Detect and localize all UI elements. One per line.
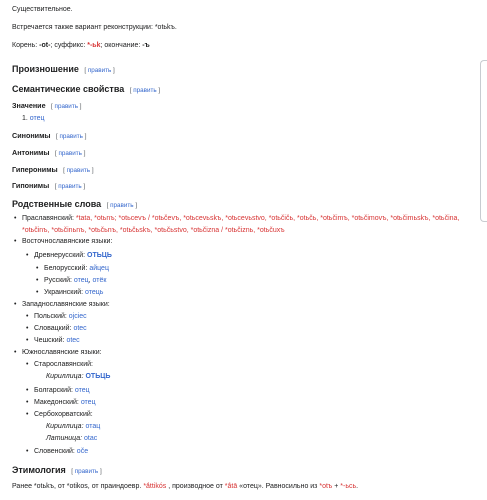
list-item-bulgarian: • Болгарский: отец <box>34 386 90 396</box>
slovene-word-link[interactable]: oče <box>76 448 89 455</box>
proto-slavic-words-2: *otьčinъ, *otьčinьnъ, *otьčьnъ, *otьčьskъ, *otьčьstvo, *otьčizna / *otьčiznь, *otьčuxъ <box>22 227 285 234</box>
edit-link-meaning[interactable]: править <box>54 103 78 110</box>
edit-link-hyponyms[interactable]: править <box>58 183 82 190</box>
etymology-text: Ранее *otьkъ, от *otikos, от праиндоевр. *ā́ttikós , производное от *ā́tā «отец». Равносильно из *otъ + *-ьсь. <box>12 483 359 490</box>
sc-latin: Латиница: otac <box>46 435 98 442</box>
heading-meaning: Значение <box>12 101 46 110</box>
root: -ot- <box>39 42 51 49</box>
meaning-item: 1. отец <box>22 115 45 122</box>
scrollbar[interactable] <box>480 60 487 222</box>
heading-related: Родственные слова <box>12 199 102 209</box>
polish-word-link[interactable]: ojciec <box>68 313 87 320</box>
sc-cyrillic: Кириллица: отац <box>46 423 101 430</box>
proto-slavic-words-1[interactable]: *tata, *otьnъ; *otьcevъ / *otьčevъ, *otьcevьskъ, *otьcevьstvo, *otьčičь, *otьčь, *otьčimъ, *otьčimovъ, *otьčimьskъ, *otьčina, <box>75 215 460 222</box>
list-item-czech: • Чешский: otec <box>34 336 80 346</box>
section-semantic: Семантические свойства [ править ] <box>12 84 161 94</box>
morphology: Корень: -ot-; суффикс: *-ьk; окончание: -ъ <box>12 42 150 49</box>
section-pronunciation: Произношение [ править ] <box>12 64 115 74</box>
heading-etymology: Этимология <box>12 465 66 475</box>
list-item-old-church-slavonic: • Старославянский: <box>34 360 93 370</box>
list-item-polish: • Польский: ojciec <box>34 312 87 322</box>
list-item-old-russian: • Древнерусский: ОТЬЦЬ <box>34 251 112 261</box>
part-of-speech: Существительное. <box>12 6 73 13</box>
meaning-link-otets[interactable]: отец <box>29 115 45 122</box>
belarusian-word-link[interactable]: айцец <box>89 265 109 272</box>
edit-link-synonyms[interactable]: править <box>59 133 83 140</box>
old-russian-word-link[interactable]: ОТЬЦЬ <box>87 252 112 259</box>
heading-hypernyms: Гиперонимы <box>12 165 58 174</box>
subsection-synonyms: Синонимы [ править ] <box>12 131 87 140</box>
bulgarian-word-link[interactable]: отец <box>74 387 90 394</box>
czech-word-link[interactable]: otec <box>66 337 80 344</box>
heading-antonyms: Антонимы <box>12 148 50 157</box>
section-related: Родственные слова [ править ] <box>12 199 138 209</box>
edit-link-related[interactable]: править <box>110 202 134 209</box>
list-item-serbo-croatian: • Сербохорватский: <box>34 410 93 420</box>
ocs-cyrillic: Кириллица: ОТЬЦЬ <box>46 373 111 380</box>
etymology-link-attikos[interactable]: *ā́ttikós <box>143 483 167 490</box>
slovak-word-link[interactable]: otec <box>73 325 87 332</box>
subsection-antonyms: Антонимы [ править ] <box>12 148 86 157</box>
suffix-link[interactable]: *-ьk <box>87 42 101 49</box>
edit-link-antonyms[interactable]: править <box>58 150 82 157</box>
russian-word-link-2[interactable]: отёк <box>92 277 107 284</box>
subsection-hyponyms: Гипонимы [ править ] <box>12 181 86 190</box>
subsection-hypernyms: Гиперонимы [ править ] <box>12 165 94 174</box>
heading-synonyms: Синонимы <box>12 131 51 140</box>
list-item-russian: • Русский: отец, отёк <box>44 276 106 286</box>
heading-semantic: Семантические свойства <box>12 84 125 94</box>
heading-pronunciation: Произношение <box>12 64 79 74</box>
edit-link-semantic[interactable]: править <box>133 87 157 94</box>
list-item-south-slavic: • Южнославянские языки: <box>22 348 102 358</box>
list-item-east-slavic: • Восточнославянские языки: <box>22 237 112 247</box>
edit-link-pronunciation[interactable]: править <box>87 67 112 74</box>
edit-link-hypernyms[interactable]: править <box>66 167 91 174</box>
list-item-belarusian: • Белорусский: айцец <box>44 264 109 274</box>
heading-hyponyms: Гипонимы <box>12 181 50 190</box>
etymology-link-suffix[interactable]: *-ьсь <box>340 483 357 490</box>
etymology-link-ata[interactable]: *ā́tā <box>224 483 238 490</box>
list-item-proto-slavic: • Праславянский: *tata, *otьnъ; *otьcevъ / *otьčevъ, *otьcevьskъ, *otьcevьstvo, *otьčičь, *otьčь, *otьčimъ, *otьčimovъ, *otьčimьskъ, *otьčina, <box>22 214 459 224</box>
list-item-slovak: • Словацкий: otec <box>34 324 87 334</box>
russian-word-link-1[interactable]: отец <box>73 277 89 284</box>
section-etymology: Этимология [ править ] <box>12 465 102 475</box>
ocs-cyrillic-word-link[interactable]: ОТЬЦЬ <box>85 373 111 380</box>
reconstruction-variant: Встречается также вариант реконструкции: *otьkъ. <box>12 24 177 31</box>
sc-latin-word-link[interactable]: otac <box>84 435 98 442</box>
sc-cyrillic-word-link[interactable]: отац <box>85 423 101 430</box>
edit-link-etymology[interactable]: править <box>74 468 99 475</box>
list-item-ukrainian: • Украинский: отець <box>44 288 103 298</box>
ukrainian-word-link[interactable]: отець <box>85 289 104 296</box>
ending: -ъ <box>142 42 150 49</box>
list-item-macedonian: • Македонский: отец <box>34 398 96 408</box>
list-item-west-slavic: • Западнославянские языки: <box>22 300 110 310</box>
subsection-meaning: Значение [ править ] <box>12 101 82 110</box>
list-item-slovene: • Словенский: oče <box>34 447 88 457</box>
etymology-link-ot[interactable]: *otъ <box>319 483 333 490</box>
macedonian-word-link[interactable]: отец <box>80 399 96 406</box>
